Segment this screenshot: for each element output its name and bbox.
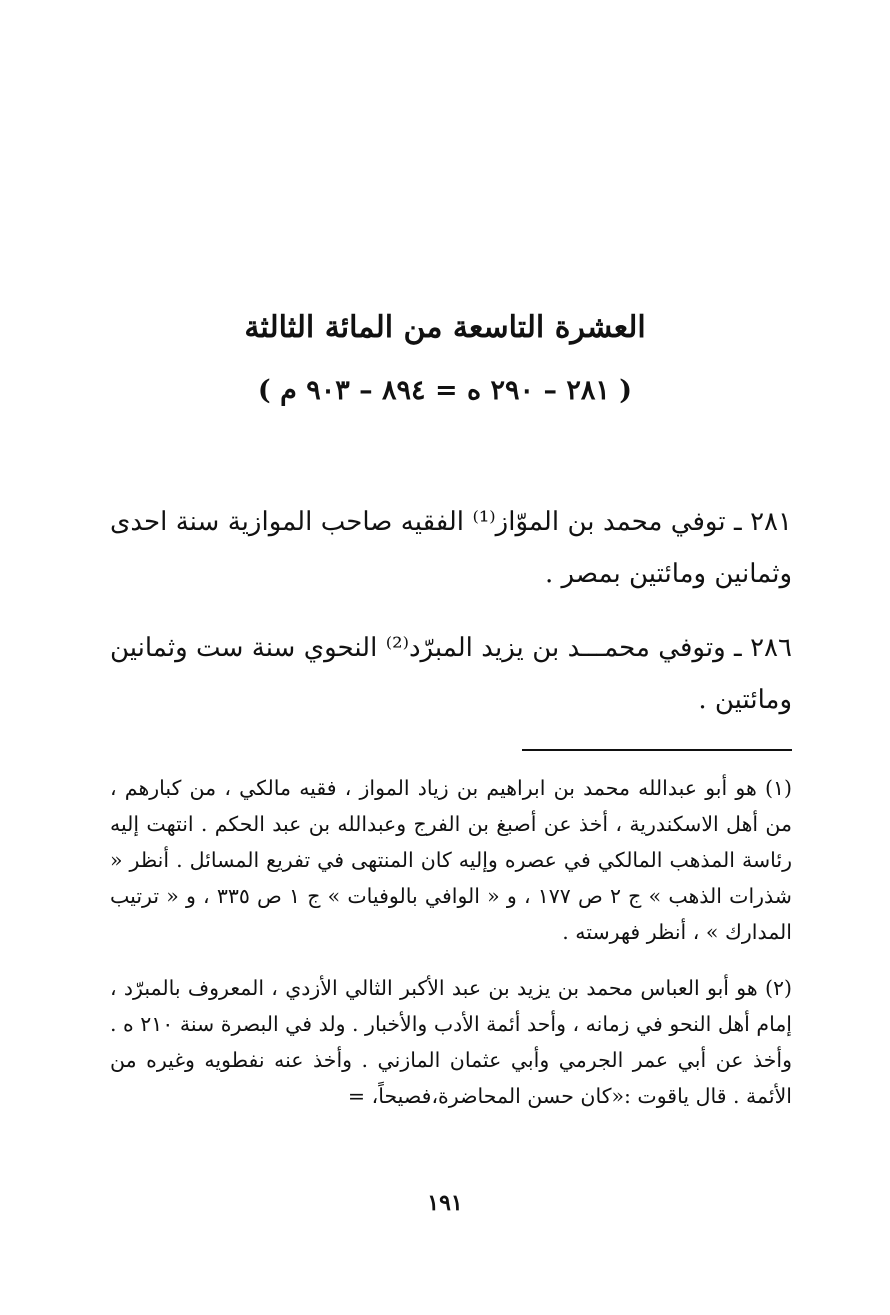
- footnotes-list: [110, 770, 792, 1134]
- year-range: ( ٢٨١ – ٢٩٠ ه = ٨٩٤ – ٩٠٣ م ): [257, 375, 633, 406]
- entry-286: ٢٨٦ ـ وتوفي محمـــد بن يزيد المبرّد⁽²⁾ النحوي سنة ست وثمانين ومائتين .: [110, 633, 792, 715]
- section-title: العشرة التاسعة من المائة الثالثة: [244, 310, 646, 345]
- entries-list: [110, 496, 792, 726]
- footnote-2: (٢) هو أبو العباس محمد بن يزيد بن عبد الأكبر الثالي الأزدي ، المعروف بالمبرّد ، إمام أهل النحو في زمانه ، وأحد أئمة الأدب والأخبار . ولد في البصرة سنة ٢١٠ ه . وأخذ عن أبي عمر الجرمي وأبي عثمان المازني . وأخذ عنه نفطويه وغيره من الأئمة . قال ياقوت :«كان حسن المحاضرة،فصيحاً، =: [109, 976, 792, 1108]
- page-number: ١٩١: [427, 1190, 463, 1216]
- footnote-separator: [522, 749, 792, 751]
- entry-281: ٢٨١ ـ توفي محمد بن الموّاز⁽¹⁾ الفقيه صاحب الموازية سنة احدى وثمانين ومائتين بمصر .: [110, 507, 792, 589]
- footnote-1: (١) هو أبو عبدالله محمد بن ابراهيم بن زياد المواز ، فقيه مالكي ، من كبارهم ، من أهل الاسكندرية ، أخذ عن أصبغ بن الفرج وعبدالله بن عبد الحكم . انتهت إليه رئاسة المذهب المالكي في عصره وإليه كان المنتهى في تفريع المسائل . أنظر « شذرات الذهب » ج ٢ ص ١٧٧ ، و « الوافي بالوفيات » ج ١ ص ٣٣٥ ، و « ترتيب المدارك » ، أنظر فهرسته .: [110, 776, 792, 944]
